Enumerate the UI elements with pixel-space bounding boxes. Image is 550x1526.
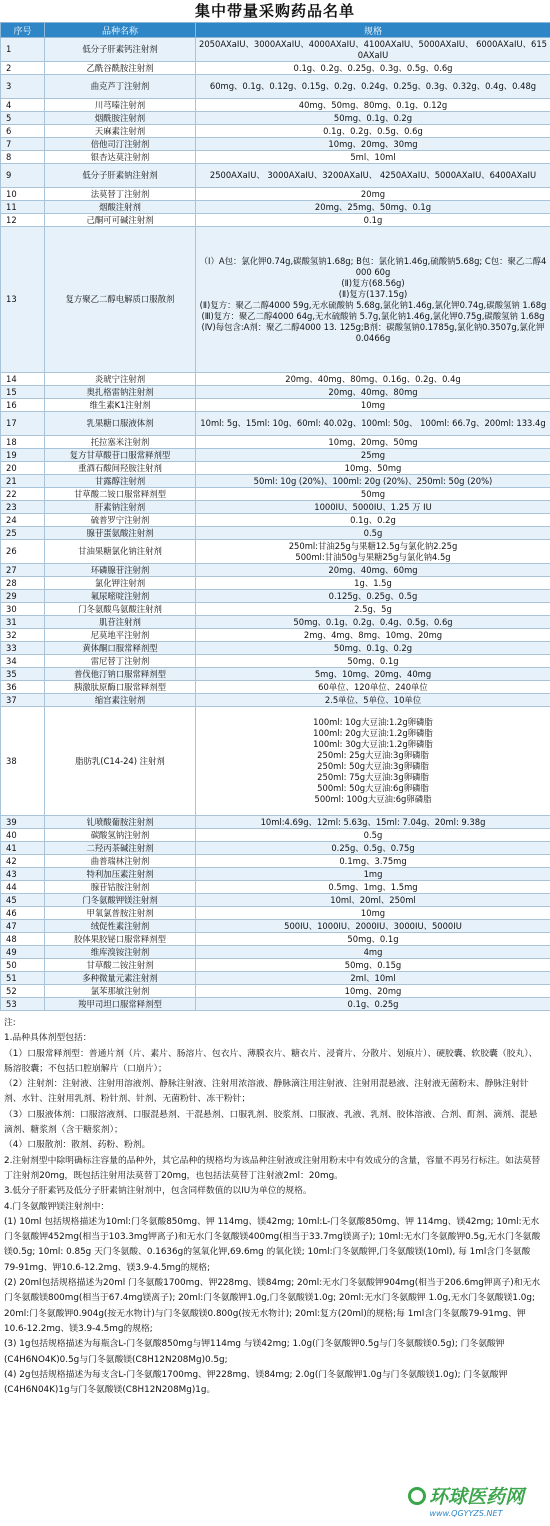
row-number: 21 — [1, 475, 45, 488]
row-number: 14 — [1, 373, 45, 386]
drug-spec: 50ml: 10g (20%)、100ml: 20g (20%)、250ml: 50g (20%) — [196, 475, 550, 488]
table-row — [1, 894, 550, 907]
table-row — [1, 907, 550, 920]
page-title: 集中带量采购药品名单 — [194, 2, 355, 20]
drug-name: 天麻素注射剂 — [45, 125, 196, 138]
note-line: 3.低分子肝素钙及低分子肝素钠注射剂中，包含同样数值的以IU为单位的规格。 — [4, 1186, 312, 1197]
drug-spec: 10mg、20mg — [196, 985, 550, 998]
row-number: 24 — [1, 514, 45, 527]
table-row — [1, 540, 550, 564]
drug-spec: 0.125g、0.25g、0.5g — [196, 590, 550, 603]
row-number: 46 — [1, 907, 45, 920]
drug-name: 氟尿嘧啶注射剂 — [45, 590, 196, 603]
row-number: 38 — [1, 707, 45, 816]
drug-name: 钆喷酸葡胺注射剂 — [45, 816, 196, 829]
header-spec: 规格 — [196, 23, 550, 38]
drug-spec: 20mg、40mg、80mg — [196, 386, 550, 399]
note-line: (4) 2g包括规格描述为每支含L-门冬氨酸1700mg、钾228mg、镁84mg; 2.0g(门冬氨酸钾1.0g与门冬氨酸镁1.0g); 门冬氨酸钾(C4H6N04K)1g与门冬氨酸镁(C8H12N208Mg)1g。 — [4, 1369, 508, 1396]
row-number: 42 — [1, 855, 45, 868]
drug-spec: 2ml、10ml — [196, 972, 550, 985]
notes-section — [0, 1011, 550, 1398]
row-number: 19 — [1, 449, 45, 462]
row-number: 17 — [1, 412, 45, 436]
globe-icon — [408, 1487, 426, 1505]
row-number: 45 — [1, 894, 45, 907]
drug-name: 维生素K1注射剂 — [45, 399, 196, 412]
drug-table — [0, 22, 550, 1011]
drug-name: 黄体酮口服常释剂型 — [45, 642, 196, 655]
watermark-text: 环球医药网 — [428, 1486, 524, 1508]
drug-spec: 50mg、0.1g、0.2g、0.4g、0.5g、0.6g — [196, 616, 550, 629]
drug-spec: 250ml:甘油25g与果糖12.5g与氯化钠2.25g 500ml:甘油50g与果糖25g与氯化钠4.5g — [196, 540, 550, 564]
table-row — [1, 829, 550, 842]
row-number: 18 — [1, 436, 45, 449]
drug-spec: 0.1g、0.2g、0.25g、0.3g、0.5g、0.6g — [196, 62, 550, 75]
header-no: 序号 — [1, 23, 45, 38]
drug-spec: 50mg — [196, 488, 550, 501]
drug-name: 炎琥宁注射剂 — [45, 373, 196, 386]
row-number: 25 — [1, 527, 45, 540]
table-row — [1, 842, 550, 855]
note-line: 2.注射剂型中除明确标注容量的品种外，其它品种的规格均为该品种注射液或注射用粉末中有效成分的含量，容量不再另行标注。如法莫替丁注射剂20mg，既包括注射用法莫替丁20mg，也包括法莫替丁注射液2ml：20mg。 — [4, 1155, 541, 1181]
note-line: 注: — [4, 1018, 16, 1028]
table-row — [1, 527, 550, 540]
drug-spec: 5ml、10ml — [196, 151, 550, 164]
table-row — [1, 164, 550, 188]
drug-name: 乳果糖口服液体剂 — [45, 412, 196, 436]
drug-name: 奥扎格雷钠注射剂 — [45, 386, 196, 399]
drug-name: 低分子肝素钠注射剂 — [45, 164, 196, 188]
row-number: 32 — [1, 629, 45, 642]
drug-spec: 1000IU、5000IU、1.25 万 IU — [196, 501, 550, 514]
row-number: 11 — [1, 201, 45, 214]
drug-spec: 0.25g、0.5g、0.75g — [196, 842, 550, 855]
note-line: （2）注射剂：注射液、注射用溶液剂、静脉注射液、注射用浓溶液、静脉滴注用注射液、注射用混悬液、注射液无菌粉末、静脉注射针剂、水针、注射用乳剂、粉针剂、针剂、无菌粉针、冻干粉针； — [4, 1079, 529, 1105]
row-number: 40 — [1, 829, 45, 842]
drug-name: 胰激肽原酶口服常释剂型 — [45, 681, 196, 694]
drug-name: 硫普罗宁注射剂 — [45, 514, 196, 527]
table-row — [1, 75, 550, 99]
row-number: 22 — [1, 488, 45, 501]
drug-name: 曲克芦丁注射剂 — [45, 75, 196, 99]
table-row — [1, 386, 550, 399]
row-number: 15 — [1, 386, 45, 399]
drug-name: 甲氧氯普胺注射剂 — [45, 907, 196, 920]
row-number: 50 — [1, 959, 45, 972]
drug-spec: 2500AXaIU、 3000AXaIU、3200AXaIU、 4250AXaIU、5000AXaIU、6400AXaIU — [196, 164, 550, 188]
drug-name: 脂肪乳(C14-24) 注射剂 — [45, 707, 196, 816]
table-row — [1, 412, 550, 436]
row-number: 5 — [1, 112, 45, 125]
drug-spec: 50mg、0.1g、0.2g — [196, 642, 550, 655]
drug-name: 绒促性素注射剂 — [45, 920, 196, 933]
drug-spec: 2050AXaIU、3000AXaIU、4000AXaIU、4100AXaIU、5000AXaIU、 6000AXaIU、6150AXaIU — [196, 38, 550, 62]
note-line: 1.品种具体剂型包括： — [4, 1033, 92, 1044]
drug-name: 曲普瑞林注射剂 — [45, 855, 196, 868]
drug-name: 烟酸注射剂 — [45, 201, 196, 214]
drug-name: 法莫替丁注射剂 — [45, 188, 196, 201]
drug-spec: 10mg、20mg、30mg — [196, 138, 550, 151]
row-number: 13 — [1, 227, 45, 373]
drug-name: 门冬氨酸钾镁注射剂 — [45, 894, 196, 907]
table-header-row — [1, 23, 550, 38]
drug-spec: 5mg、10mg、20mg、40mg — [196, 668, 550, 681]
drug-name: 尼莫地平注射剂 — [45, 629, 196, 642]
note-line: (1) 10ml 包括规格描述为10ml:门冬氨酸850mg、钾 114mg、镁42mg; 10ml:L-门冬氨酸850mg、钾 114mg、镁42mg; 10ml:无水门冬氨酸钾452mg(相当于103.3mg钾离子)和无水门冬氨酸镁400mg(相当于33.7mg镁离子); 10ml:无水门冬氨酸钾0.5g,无水门冬氨酸镁0.5g; 10ml: 0.85g 天门冬氨酸、0.1636g的氢氧化钾,69.6mg 的氧化镁; 10ml:门冬氨酸钾,门冬氨酸镁(10ml), 每 1ml含门冬氨酸 79-91mg、钾10.6-12.2mg、镁3.9-4.5mg的规格; — [4, 1216, 541, 1273]
drug-spec: 60单位、120单位、240单位 — [196, 681, 550, 694]
note-line: （1）口服常释剂型：普通片剂（片、素片、肠溶片、包衣片、薄膜衣片、糖衣片、浸膏片、分散片、划痕片）、硬胶囊、软胶囊（胶丸）、肠溶胶囊；不包括口腔崩解片（口崩片）； — [4, 1048, 538, 1074]
drug-spec: 50mg、0.1g、0.2g — [196, 112, 550, 125]
drug-name: 缩宫素注射剂 — [45, 694, 196, 707]
drug-name: 氯苯那敏注射剂 — [45, 985, 196, 998]
drug-name: 胶体果胶铋口服常释剂型 — [45, 933, 196, 946]
row-number: 47 — [1, 920, 45, 933]
table-row — [1, 201, 550, 214]
table-row — [1, 868, 550, 881]
table-row — [1, 214, 550, 227]
table-row — [1, 855, 550, 868]
table-row — [1, 373, 550, 386]
table-row — [1, 616, 550, 629]
drug-spec: （Ⅰ）A包：氯化钾0.74g,碳酸氢钠1.68g; B包：氯化钠1.46g,硫酸钠5.68g; C包：聚乙二醇4000 60g (Ⅱ)复方(68.56g) (Ⅱ)复方(137.15g) (Ⅱ)复方：聚乙二醇4000 59g,无水硫酸钠 5.68g,氯化钠1.46g,氯化钾0.74g,碳酸氢钠 1.68g (Ⅲ)复方：聚乙二醇4000 64g,无水硫酸钠 5.7g,氯化钠1.46g,氯化钾0.75g,碳酸氢钠 1.68g (Ⅳ)每包含:A剂：聚乙二醇4000 13. 125g;B剂：碳酸氢钠0.1785g,氯化钠0.3507g,氯化钾0.0466g — [196, 227, 550, 373]
row-number: 4 — [1, 99, 45, 112]
drug-name: 倍他司汀注射剂 — [45, 138, 196, 151]
drug-spec: 0.5g — [196, 829, 550, 842]
row-number: 34 — [1, 655, 45, 668]
drug-name: 多种微量元素注射剂 — [45, 972, 196, 985]
row-number: 43 — [1, 868, 45, 881]
note-line: （3）口服液体剂：口服溶液剂、口服混悬剂、干混悬剂、口服乳剂、胶浆剂、口服液、乳液、乳剂、胶体溶液、合剂、酊剂、滴剂、混悬滴剂、糖浆剂（含干糖浆剂）； — [4, 1109, 538, 1136]
row-number: 8 — [1, 151, 45, 164]
drug-spec: 4mg — [196, 946, 550, 959]
drug-name: 甘露醇注射剂 — [45, 475, 196, 488]
table-row — [1, 881, 550, 894]
drug-spec: 1mg — [196, 868, 550, 881]
note-line: (3) 1g包括规格描述为每瓶含L-门冬氨酸850mg与钾114mg 与镁42mg; 1.0g(门冬氨酸钾0.5g与门冬氨酸镁0.5g); 门冬氨酸钾(C4H6NO4K)0.5g与门冬氨酸镁(C8H12N208Mg)0.5g; — [4, 1339, 505, 1365]
table-body — [1, 38, 550, 1011]
row-number: 49 — [1, 946, 45, 959]
drug-spec: 20mg、40mg、60mg — [196, 564, 550, 577]
table-row — [1, 577, 550, 590]
drug-spec: 0.1mg、3.75mg — [196, 855, 550, 868]
drug-spec: 25mg — [196, 449, 550, 462]
row-number: 39 — [1, 816, 45, 829]
drug-spec: 2.5单位、5单位、10单位 — [196, 694, 550, 707]
drug-spec: 0.5g — [196, 527, 550, 540]
drug-spec: 50mg、0.1g — [196, 933, 550, 946]
row-number: 12 — [1, 214, 45, 227]
drug-spec: 20mg、25mg、50mg、0.1g — [196, 201, 550, 214]
drug-spec: 0.1g — [196, 214, 550, 227]
row-number: 7 — [1, 138, 45, 151]
table-row — [1, 564, 550, 577]
row-number: 23 — [1, 501, 45, 514]
drug-name: 川芎嗪注射剂 — [45, 99, 196, 112]
table-row — [1, 462, 550, 475]
table-row — [1, 655, 550, 668]
drug-name: 银杏达莫注射剂 — [45, 151, 196, 164]
drug-name: 氯化钾注射剂 — [45, 577, 196, 590]
table-row — [1, 603, 550, 616]
row-number: 9 — [1, 164, 45, 188]
row-number: 29 — [1, 590, 45, 603]
drug-name: 甘草酸二铵注射剂 — [45, 959, 196, 972]
row-number: 41 — [1, 842, 45, 855]
drug-spec: 50mg、0.15g — [196, 959, 550, 972]
table-row — [1, 188, 550, 201]
drug-name: 低分子肝素钙注射剂 — [45, 38, 196, 62]
drug-name: 乙酰谷酰胺注射剂 — [45, 62, 196, 75]
drug-spec: 50mg、0.1g — [196, 655, 550, 668]
drug-name: 己酮可可碱注射剂 — [45, 214, 196, 227]
note-line: 4.门冬氨酸钾镁注射剂中： — [4, 1201, 110, 1212]
table-row — [1, 681, 550, 694]
table-row — [1, 590, 550, 603]
watermark-logo — [408, 1482, 524, 1509]
drug-name: 托拉塞米注射剂 — [45, 436, 196, 449]
drug-name: 环磷腺苷注射剂 — [45, 564, 196, 577]
row-number: 33 — [1, 642, 45, 655]
row-number: 3 — [1, 75, 45, 99]
drug-name: 甘草酸二铵口服常释剂型 — [45, 488, 196, 501]
table-row — [1, 972, 550, 985]
drug-spec: 10ml: 5g、15ml: 10g、60ml: 40.02g、100ml: 50g、 100ml: 66.7g、200ml: 133.4g — [196, 412, 550, 436]
watermark — [408, 1482, 524, 1518]
drug-spec: 0.5mg、1mg、1.5mg — [196, 881, 550, 894]
table-row — [1, 138, 550, 151]
table-row — [1, 449, 550, 462]
watermark-url: www.QGYYZS.NET — [429, 1509, 503, 1518]
drug-name: 碳酸氢钠注射剂 — [45, 829, 196, 842]
drug-spec: 2.5g、5g — [196, 603, 550, 616]
drug-spec: 10mg — [196, 907, 550, 920]
table-row — [1, 629, 550, 642]
drug-name: 门冬氨酸鸟氨酸注射剂 — [45, 603, 196, 616]
drug-name: 复方甘草酸苷口服常释剂型 — [45, 449, 196, 462]
table-row — [1, 707, 550, 816]
row-number: 1 — [1, 38, 45, 62]
note-line: (2) 20ml包括规格描述为20ml 门冬氨酸1700mg、钾228mg、镁84mg; 20ml:无水门冬氨酸钾904mg(相当于206.6mg钾离子)和无水门冬氨酸镁800mg(相当于67.4mg镁离子); 20ml:门冬氨酸钾1.0g,门冬氨酸镁1.0g; 20ml:无水门冬氨酸钾 1.0g,无水门冬氨酸镁1.0g; 20ml:门冬氨酸钾0.904g(按无水物计)与门冬氨酸镁0.800g(按无水物计); 20ml:复方(20ml)的规格;每 1ml含门冬氨酸79-91mg、钾10.6-12.2mg、镁3.9-4.5mg的规格; — [4, 1278, 541, 1334]
row-number: 27 — [1, 564, 45, 577]
table-row — [1, 642, 550, 655]
table-row — [1, 436, 550, 449]
drug-name: 复方聚乙二醇电解质口服散剂 — [45, 227, 196, 373]
drug-spec: 100ml: 10g大豆油:1.2g卵磷脂 100ml: 20g大豆油:1.2g卵磷脂 100ml: 30g大豆油:1.2g卵磷脂 250ml: 25g大豆油:3g卵磷脂 250ml: 50g大豆油:3g卵磷脂 250ml: 75g大豆油:3g卵磷脂 500ml: 50g大豆油:6g卵磷脂 500ml: 100g大豆油:6g卵磷脂 — [196, 707, 550, 816]
drug-spec: 10mg、20mg、50mg — [196, 436, 550, 449]
row-number: 37 — [1, 694, 45, 707]
table-row — [1, 694, 550, 707]
note-line: （4）口服散剂：散剂、药粉、粉剂。 — [4, 1140, 151, 1151]
row-number: 35 — [1, 668, 45, 681]
drug-spec: 40mg、50mg、80mg、0.1g、0.12g — [196, 99, 550, 112]
row-number: 2 — [1, 62, 45, 75]
table-row — [1, 99, 550, 112]
row-number: 10 — [1, 188, 45, 201]
table-row — [1, 920, 550, 933]
drug-spec: 10mg — [196, 399, 550, 412]
row-number: 30 — [1, 603, 45, 616]
drug-name: 烟酰胺注射剂 — [45, 112, 196, 125]
drug-spec: 500IU、1000IU、2000IU、3000IU、5000IU — [196, 920, 550, 933]
drug-spec: 10ml、20ml、250ml — [196, 894, 550, 907]
drug-spec: 1g、1.5g — [196, 577, 550, 590]
header-name: 品种名称 — [45, 23, 196, 38]
row-number: 36 — [1, 681, 45, 694]
drug-spec: 10ml:4.69g、12ml: 5.63g、15ml: 7.04g、20ml: 9.38g — [196, 816, 550, 829]
drug-spec: 0.1g、0.25g — [196, 998, 550, 1011]
table-row — [1, 475, 550, 488]
drug-name: 维库溴铵注射剂 — [45, 946, 196, 959]
row-number: 31 — [1, 616, 45, 629]
table-row — [1, 514, 550, 527]
table-row — [1, 816, 550, 829]
table-row — [1, 668, 550, 681]
drug-spec: 60mg、0.1g、0.12g、0.15g、0.2g、0.24g、0.25g、0.3g、0.32g、0.4g、0.48g — [196, 75, 550, 99]
row-number: 6 — [1, 125, 45, 138]
drug-name: 肌苷注射剂 — [45, 616, 196, 629]
drug-spec: 10mg、50mg — [196, 462, 550, 475]
table-row — [1, 998, 550, 1011]
drug-name: 腺苷钴胺注射剂 — [45, 881, 196, 894]
row-number: 44 — [1, 881, 45, 894]
drug-name: 甘油果糖氯化钠注射剂 — [45, 540, 196, 564]
drug-spec: 0.1g、0.2g — [196, 514, 550, 527]
row-number: 20 — [1, 462, 45, 475]
table-row — [1, 959, 550, 972]
table-row — [1, 38, 550, 62]
drug-name: 雷尼替丁注射剂 — [45, 655, 196, 668]
table-row — [1, 62, 550, 75]
drug-spec: 0.1g、0.2g、0.5g、0.6g — [196, 125, 550, 138]
table-row — [1, 946, 550, 959]
drug-spec: 20mg、40mg、80mg、0.16g、0.2g、0.4g — [196, 373, 550, 386]
row-number: 51 — [1, 972, 45, 985]
row-number: 28 — [1, 577, 45, 590]
row-number: 53 — [1, 998, 45, 1011]
drug-name: 重酒石酸间羟胺注射剂 — [45, 462, 196, 475]
table-row — [1, 501, 550, 514]
row-number: 26 — [1, 540, 45, 564]
drug-spec: 20mg — [196, 188, 550, 201]
row-number: 16 — [1, 399, 45, 412]
drug-name: 腺苷蛋氨酸注射剂 — [45, 527, 196, 540]
drug-name: 羧甲司坦口服常释剂型 — [45, 998, 196, 1011]
drug-spec: 2mg、4mg、8mg、10mg、20mg — [196, 629, 550, 642]
table-row — [1, 227, 550, 373]
table-row — [1, 488, 550, 501]
drug-name: 普伐他汀钠口服常释剂型 — [45, 668, 196, 681]
drug-name: 肝素钠注射剂 — [45, 501, 196, 514]
table-row — [1, 125, 550, 138]
table-row — [1, 399, 550, 412]
table-row — [1, 933, 550, 946]
table-row — [1, 985, 550, 998]
drug-name: 特利加压素注射剂 — [45, 868, 196, 881]
table-row — [1, 151, 550, 164]
row-number: 52 — [1, 985, 45, 998]
row-number: 48 — [1, 933, 45, 946]
drug-name: 二羟丙茶碱注射剂 — [45, 842, 196, 855]
table-row — [1, 112, 550, 125]
